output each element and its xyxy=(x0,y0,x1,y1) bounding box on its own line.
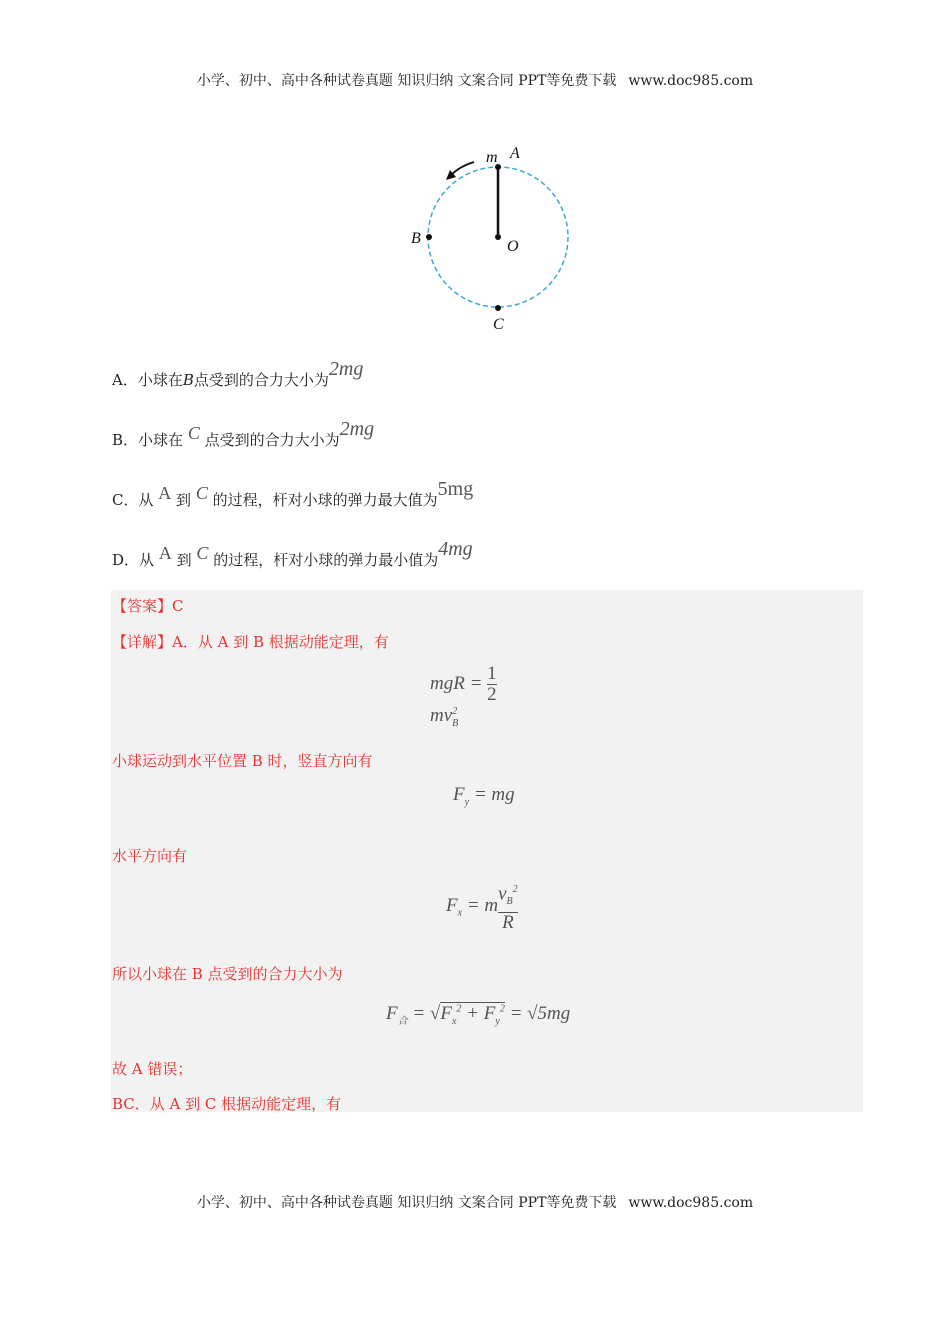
label-O: O xyxy=(507,238,519,255)
equation-4: $F_合 = √F_x^2 + F_y^2 = √5mg$ xyxy=(386,1003,571,1027)
option-d[interactable]: D．从 A 到 C 的过程，杆对小球的弹力最小值为4mg xyxy=(112,538,473,569)
detail-line-2: 小球运动到水平位置 B 时，竖直方向有 xyxy=(112,752,373,770)
detail-line-3: 水平方向有 xyxy=(112,847,188,865)
circular-motion-figure xyxy=(400,140,580,330)
footer-text: 小学、初中、高中各种试卷真题 知识归纳 文案合同 PPT等免费下载 xyxy=(196,1195,617,1211)
detail-line-5: 故 A 错误； xyxy=(112,1060,193,1078)
answer-label: 【答案】C xyxy=(112,597,184,615)
equation-2: $F_y$ = mg xyxy=(453,784,515,808)
page-footer xyxy=(0,1192,950,1212)
label-B: B xyxy=(411,230,421,247)
header-text: 小学、初中、高中各种试卷真题 知识归纳 文案合同 PPT等免费下载 xyxy=(196,73,617,89)
equation-3: $F_x = m$ $\frac{v_B^2}{R}$ xyxy=(446,880,518,933)
detail-line-6: BC．从 A 到 C 根据动能定理，有 xyxy=(112,1095,342,1113)
detail-line-1: 【详解】A．从 A 到 B 根据动能定理，有 xyxy=(112,633,389,651)
label-A: A xyxy=(510,145,520,162)
label-C: C xyxy=(493,316,504,330)
option-b[interactable]: B．小球在 C 点受到的合力大小为2mg xyxy=(112,418,375,449)
label-m: m xyxy=(486,149,498,166)
footer-url: www.doc985.com xyxy=(628,1195,754,1211)
page-header xyxy=(0,70,950,90)
option-a[interactable]: A．小球在B点受到的合力大小为2mg xyxy=(112,358,364,389)
header-url: www.doc985.com xyxy=(628,73,754,89)
option-c[interactable]: C．从 A 到 C 的过程，杆对小球的弹力最大值为5mg xyxy=(112,478,474,509)
rotation-arrow-icon xyxy=(450,162,474,176)
detail-line-4: 所以小球在 B 点受到的合力大小为 xyxy=(112,965,343,983)
equation-1: mgR = $\frac{1}{2}$ $mv_B^2$ xyxy=(430,663,497,729)
